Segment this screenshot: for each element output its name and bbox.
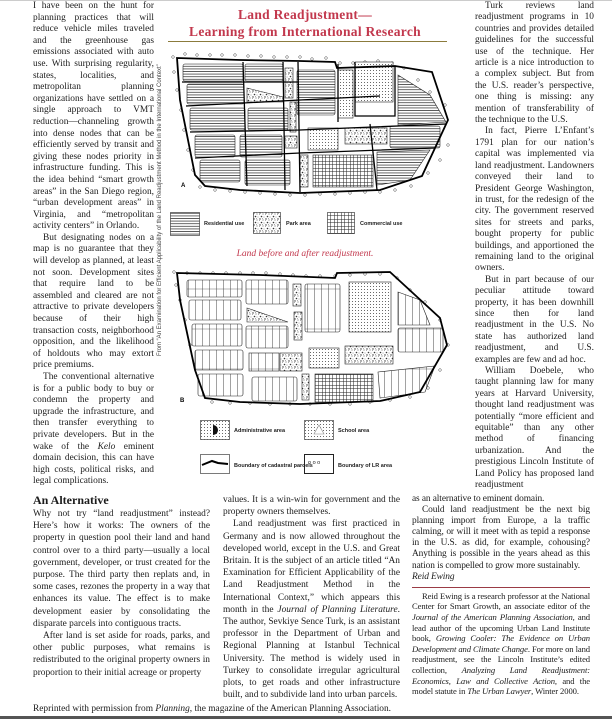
- paragraph: [412, 505, 590, 572]
- legend-park-label: Park area: [286, 221, 311, 227]
- legend-commercial-swatch: [327, 212, 355, 234]
- figure-caption: Land before and after readjustment.: [236, 249, 374, 259]
- legend-administrative-label: Administrative area: [234, 428, 286, 434]
- text-run: Turk reviews land readjustment programs in 10 countries and provides detailed guidelines for the successful use of the technique. Her article is a nice introduction to a complex subject. But from the U.S. reader’s perspective, one thing is missing: any mention of transferability of the technique to the U.S.: [475, 1, 594, 126]
- text-run: , and the model statute in: [412, 675, 590, 697]
- text-run: Why not try “land readjustment” instead? Here’s how it works: The owners of the property in question pool their land and hand control over to a third party—usually a local government, developer, or trust created for the purpose. The third party then replats and, in some cases, rezones the property in a way that enhances its value. The effect is to make development easier by consolidating the disparate parcels into contiguous tracts.: [33, 509, 210, 629]
- paragraph: [33, 1, 154, 233]
- figure-title-line-1: Land Readjustment—: [237, 7, 373, 22]
- legend-cadastral-label: Boundary of cadastral parcels: [234, 463, 313, 469]
- text-run: , the magazine of the American Planning Association.: [189, 704, 392, 714]
- legend-cadastral-swatch: [200, 454, 230, 474]
- text-run: But designating nodes on a map is no guarantee that they will develop as planned, at least not soon. Development sites that require land to be assembled and cleared are not attractive to private developers because of their high transaction costs, neighborhood opposition, and the likelihood of holdouts who may extort price premiums.: [33, 232, 154, 371]
- paragraph: [33, 508, 210, 630]
- map-after-readjustment: [166, 264, 450, 409]
- map-before-readjustment: [166, 48, 450, 203]
- bottom-right-column: [412, 494, 590, 697]
- italic-text: Kelo: [97, 441, 116, 452]
- italic-text: Analyzing Land Readjustment: Economics, Law and Collective Action: [412, 664, 590, 686]
- legend-school-label: School area: [338, 428, 370, 434]
- text-run: . The author, Sevkiye Sence Turk, is an assistant professor in the Department of Urban and Regional Planning at Istanbul Technical University. The method is widely used in Turkey to consolidate irregular agricultural plots, to get roads and other infrastructure built, and to subdivide land into urban parcels.: [223, 604, 400, 701]
- italic-text: Growing Cooler: The Evidence on Urban Development and Climate Change: [412, 633, 591, 654]
- paragraph: [33, 233, 154, 372]
- left-column: [33, 1, 154, 488]
- paragraph: [475, 275, 594, 366]
- legend-residential-swatch: [170, 212, 200, 236]
- blocks: [183, 62, 446, 187]
- text-run: I have been on the hunt for planning practices that will reduce vehicle miles traveled and the greenhouse gas emissions associated with auto use. With surprising regularity, states, localities, and metropolitan planning organizations have settled on a single approach to VMT reduction—channeling growth into dense nodes that can be efficiently served by transit and giving these nodes priority in infrastructure funding. This is the idea behind “smart growth areas” in the San Diego region, “urban development areas” in Virginia, and “metropolitan activity centers” in Orlando.: [33, 1, 154, 232]
- author-bio: [412, 591, 590, 697]
- paragraph: [475, 366, 594, 491]
- reprint-credit: [33, 704, 391, 715]
- text-run: , and lead author of the upcoming Urban Land Institute book,: [412, 611, 590, 644]
- paragraph: [223, 518, 400, 701]
- legend-commercial-label: Commercial use: [360, 221, 403, 227]
- map-b-label: B: [180, 398, 185, 404]
- section-heading-wrap: [33, 492, 210, 508]
- legend-residential-label: Residential use: [204, 221, 245, 227]
- figure-title: [165, 6, 445, 40]
- text-run: The conventional alternative is for a public body to buy or condemn the property and upgrade the infrastructure, and then transfer everything to private developers. But in the wake of the: [33, 372, 154, 452]
- legend-school-swatch: [304, 420, 334, 440]
- text-run: In fact, Pierre L’Enfant’s 1791 plan for our nation’s capital was implemented via land readjustment. Landowners conveyed their land to President George Washington, in trust, for the redesign of the city. The government reserved sites for streets and parks, bought property for public buildings, and apportioned the remaining land to the original owners.: [475, 126, 594, 274]
- section-heading: An Alternative: [33, 493, 109, 507]
- text-run: Reid Ewing is a research professor at the National Center for Smart Growth, an associate editor of the: [412, 590, 590, 612]
- text-run: Land readjustment was first practiced in Germany and is now allowed throughout the developed world, except in the U.S. and Great Britain. It is the subject of an article titled “An Examination for Efficient Applicability of the Land Readjustment Method in the International Context,” which appears this month in the: [223, 519, 400, 615]
- text-run: eminent domain decision, this can have high costs, political risks, and legal complications.: [33, 441, 155, 487]
- italic-text: Journal of the American Planning Association: [412, 611, 573, 622]
- legend-lr-swatch: [304, 454, 334, 474]
- right-column: [475, 1, 594, 491]
- text-run: , Winter 2000.: [531, 686, 579, 697]
- map-a-label: A: [181, 183, 186, 189]
- blocks: [187, 280, 443, 402]
- lr-symbol: o o o: [308, 460, 321, 466]
- text-run: Reprinted with permission from: [33, 704, 156, 714]
- italic-text: Planning: [155, 704, 190, 714]
- legend-administrative-swatch: [200, 420, 230, 440]
- bottom-right-text: [412, 494, 590, 572]
- paragraph: [33, 372, 154, 488]
- paragraph: [412, 494, 590, 505]
- figure-title-line-2: Learning from International Research: [189, 24, 421, 39]
- text-run: After land is set aside for roads, parks, and other public purposes, what remains is redistributed to the original property owners in proportion to their initial acreage or property: [33, 631, 210, 678]
- paragraph: [223, 494, 400, 518]
- text-run: William Doebele, who taught planning law for many years at Harvard University, thought land readjustment was potentially “more efficient and equitable” than any other method of financing urbanization. And the prestigious Lincoln Institute of Land Policy has proposed land readjustment: [475, 366, 594, 491]
- text-run: . For more on land readjustment, see the Lincoln Institute’s edited collection,: [412, 643, 590, 675]
- author-signature: Reid Ewing: [412, 571, 455, 582]
- paragraph: [475, 126, 594, 274]
- legend-lr-label: Boundary of LR area: [338, 463, 393, 469]
- bio-rule: [412, 587, 590, 588]
- text-run: Could land readjustment be the next big planning import from Europe, a la traffic calming, or will it meet with as tepid a response in the U.S. as did, for example, cohousing? Anything is possible in the years ahead as this nation is compelled to grow more sustainably.: [412, 505, 590, 571]
- italic-text: Journal of Planning Literature: [277, 604, 398, 615]
- bottom-left-column: [33, 508, 210, 679]
- italic-text: The Urban Lawyer: [467, 686, 532, 697]
- bottom-middle-column: [223, 494, 400, 701]
- text-run: values. It is a win-win for government and the property owners themselves.: [223, 495, 400, 518]
- paragraph: [475, 1, 594, 126]
- text-run: But in part because of our peculiar attitude toward property, it has been downhill since then for land readjustment in the U.S. No state has authorized land readjustment, and U.S. examples are few and ad hoc.: [475, 274, 594, 365]
- figure-credit: From “An Examination for Efficient Applicability of the Land Readjustment Method in the International Context”: [157, 64, 163, 356]
- figure-title-rule: [168, 41, 447, 42]
- paragraph: [33, 630, 210, 679]
- text-run: as an alternative to eminent domain.: [412, 494, 545, 504]
- legend-park-swatch: [253, 212, 281, 234]
